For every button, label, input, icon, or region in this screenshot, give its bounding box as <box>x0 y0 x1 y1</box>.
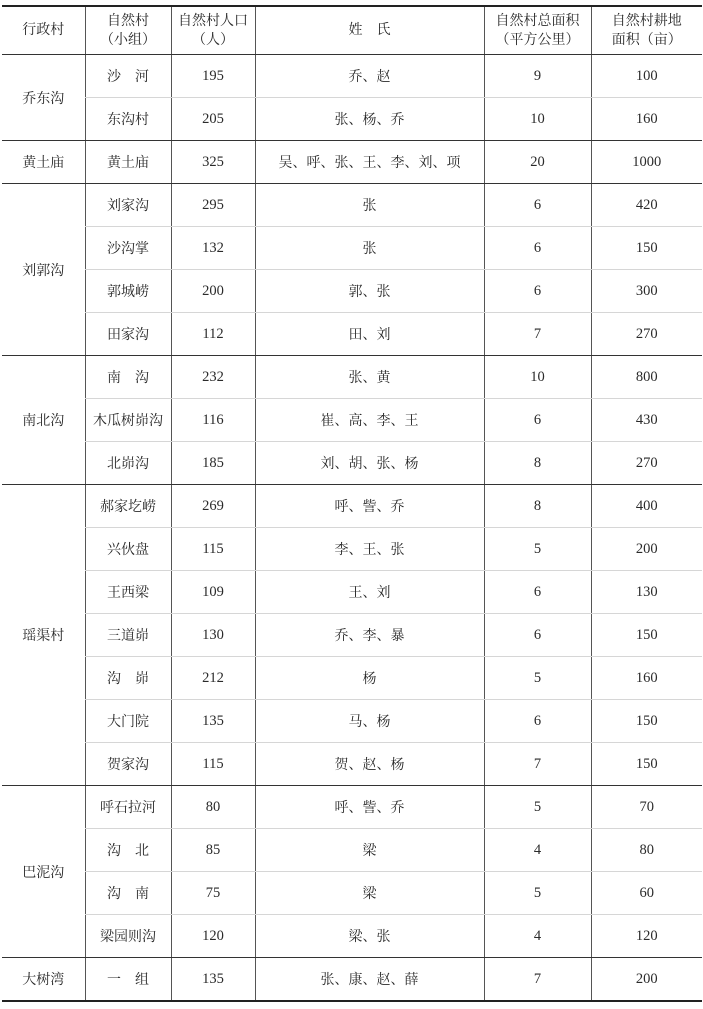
table-row <box>2 270 702 313</box>
table-row <box>2 141 702 184</box>
surnames-cell: 呼、訾、乔 <box>255 485 484 528</box>
admin-village-cell: 瑶渠村 <box>2 485 85 786</box>
table-row <box>2 227 702 270</box>
farmland-cell: 160 <box>591 657 702 700</box>
natural-village-cell: 郭城崂 <box>85 270 171 313</box>
area-cell: 6 <box>484 614 591 657</box>
population-cell: 85 <box>171 829 255 872</box>
table-body <box>2 55 702 1002</box>
admin-village-cell: 大树湾 <box>2 958 85 1002</box>
table-row <box>2 528 702 571</box>
natural-village-cell: 沟 北 <box>85 829 171 872</box>
farmland-cell: 420 <box>591 184 702 227</box>
table-row <box>2 356 702 399</box>
table-row <box>2 743 702 786</box>
table-row <box>2 98 702 141</box>
header-surnames: 姓 氏 <box>255 6 484 55</box>
area-cell: 6 <box>484 399 591 442</box>
table-row <box>2 958 702 1002</box>
surnames-cell: 张、杨、乔 <box>255 98 484 141</box>
surnames-cell: 张、康、赵、薛 <box>255 958 484 1002</box>
table-row <box>2 313 702 356</box>
area-cell: 9 <box>484 55 591 98</box>
natural-village-cell: 黄土庙 <box>85 141 171 184</box>
farmland-cell: 80 <box>591 829 702 872</box>
natural-village-cell: 田家沟 <box>85 313 171 356</box>
table-row <box>2 872 702 915</box>
population-cell: 115 <box>171 528 255 571</box>
table-row <box>2 184 702 227</box>
farmland-cell: 160 <box>591 98 702 141</box>
farmland-cell: 120 <box>591 915 702 958</box>
natural-village-cell: 沙 河 <box>85 55 171 98</box>
area-cell: 5 <box>484 786 591 829</box>
surnames-cell: 张 <box>255 184 484 227</box>
natural-village-cell: 沙沟掌 <box>85 227 171 270</box>
table-row <box>2 786 702 829</box>
header-total-area-line-2: （平方公里） <box>495 31 580 48</box>
area-cell: 4 <box>484 915 591 958</box>
natural-village-cell: 木瓜树峁沟 <box>85 399 171 442</box>
table-row <box>2 614 702 657</box>
natural-village-cell: 兴伙盘 <box>85 528 171 571</box>
area-cell: 6 <box>484 184 591 227</box>
surnames-cell: 贺、赵、杨 <box>255 743 484 786</box>
table-row <box>2 829 702 872</box>
population-cell: 295 <box>171 184 255 227</box>
farmland-cell: 130 <box>591 571 702 614</box>
admin-village-cell: 刘郭沟 <box>2 184 85 356</box>
farmland-cell: 1000 <box>591 141 702 184</box>
table-row <box>2 571 702 614</box>
natural-village-cell: 刘家沟 <box>85 184 171 227</box>
table-row <box>2 700 702 743</box>
table-row <box>2 399 702 442</box>
population-cell: 130 <box>171 614 255 657</box>
farmland-cell: 400 <box>591 485 702 528</box>
header-population-line-1: 自然村人口 <box>178 12 248 29</box>
area-cell: 7 <box>484 313 591 356</box>
natural-village-cell: 东沟村 <box>85 98 171 141</box>
area-cell: 10 <box>484 356 591 399</box>
population-cell: 132 <box>171 227 255 270</box>
farmland-cell: 270 <box>591 313 702 356</box>
farmland-cell: 270 <box>591 442 702 485</box>
area-cell: 6 <box>484 571 591 614</box>
farmland-cell: 430 <box>591 399 702 442</box>
population-cell: 212 <box>171 657 255 700</box>
header-population-line-2: （人） <box>192 31 234 48</box>
natural-village-cell: 三道峁 <box>85 614 171 657</box>
area-cell: 5 <box>484 872 591 915</box>
population-cell: 232 <box>171 356 255 399</box>
natural-village-cell: 北峁沟 <box>85 442 171 485</box>
farmland-cell: 200 <box>591 528 702 571</box>
population-cell: 205 <box>171 98 255 141</box>
area-cell: 6 <box>484 227 591 270</box>
area-cell: 6 <box>484 700 591 743</box>
surnames-cell: 崔、高、李、王 <box>255 399 484 442</box>
area-cell: 20 <box>484 141 591 184</box>
area-cell: 7 <box>484 958 591 1002</box>
farmland-cell: 150 <box>591 700 702 743</box>
natural-village-cell: 沟 峁 <box>85 657 171 700</box>
table-row <box>2 55 702 98</box>
surnames-cell: 王、刘 <box>255 571 484 614</box>
header-total-area-line-1: 自然村总面积 <box>495 12 580 29</box>
table-row <box>2 915 702 958</box>
farmland-cell: 150 <box>591 743 702 786</box>
farmland-cell: 800 <box>591 356 702 399</box>
admin-village-cell: 南北沟 <box>2 356 85 485</box>
surnames-cell: 郭、张 <box>255 270 484 313</box>
natural-village-cell: 梁园则沟 <box>85 915 171 958</box>
surnames-cell: 乔、李、暴 <box>255 614 484 657</box>
header-row <box>2 6 702 55</box>
admin-village-cell: 巴泥沟 <box>2 786 85 958</box>
farmland-cell: 200 <box>591 958 702 1002</box>
population-cell: 325 <box>171 141 255 184</box>
natural-village-cell: 沟 南 <box>85 872 171 915</box>
header-natural-village-line-2: （小组） <box>100 31 156 48</box>
header-farmland-line-1: 自然村耕地 <box>611 12 682 29</box>
area-cell: 7 <box>484 743 591 786</box>
population-cell: 135 <box>171 700 255 743</box>
header-natural-village <box>85 6 171 55</box>
table-row <box>2 485 702 528</box>
population-cell: 135 <box>171 958 255 1002</box>
surnames-cell: 吴、呼、张、王、李、刘、项 <box>255 141 484 184</box>
surnames-cell: 杨 <box>255 657 484 700</box>
surnames-cell: 张 <box>255 227 484 270</box>
population-cell: 185 <box>171 442 255 485</box>
natural-village-cell: 王西梁 <box>85 571 171 614</box>
natural-village-cell: 一 组 <box>85 958 171 1002</box>
population-cell: 112 <box>171 313 255 356</box>
surnames-cell: 梁 <box>255 829 484 872</box>
surnames-cell: 乔、赵 <box>255 55 484 98</box>
farmland-cell: 60 <box>591 872 702 915</box>
surnames-cell: 梁 <box>255 872 484 915</box>
village-table <box>2 5 702 1002</box>
area-cell: 6 <box>484 270 591 313</box>
header-farmland <box>591 6 702 55</box>
header-admin-village: 行政村 <box>2 6 85 55</box>
header-population <box>171 6 255 55</box>
header-total-area <box>484 6 591 55</box>
farmland-cell: 300 <box>591 270 702 313</box>
population-cell: 75 <box>171 872 255 915</box>
surnames-cell: 李、王、张 <box>255 528 484 571</box>
population-cell: 109 <box>171 571 255 614</box>
table-row <box>2 442 702 485</box>
table-row <box>2 657 702 700</box>
surnames-cell: 刘、胡、张、杨 <box>255 442 484 485</box>
population-cell: 195 <box>171 55 255 98</box>
natural-village-cell: 南 沟 <box>85 356 171 399</box>
surnames-cell: 呼、訾、乔 <box>255 786 484 829</box>
farmland-cell: 70 <box>591 786 702 829</box>
header-natural-village-line-1: 自然村 <box>107 12 149 29</box>
population-cell: 116 <box>171 399 255 442</box>
area-cell: 8 <box>484 442 591 485</box>
surnames-cell: 马、杨 <box>255 700 484 743</box>
farmland-cell: 150 <box>591 227 702 270</box>
population-cell: 120 <box>171 915 255 958</box>
area-cell: 5 <box>484 657 591 700</box>
surnames-cell: 田、刘 <box>255 313 484 356</box>
natural-village-cell: 呼石拉河 <box>85 786 171 829</box>
surnames-cell: 梁、张 <box>255 915 484 958</box>
area-cell: 10 <box>484 98 591 141</box>
admin-village-cell: 黄土庙 <box>2 141 85 184</box>
population-cell: 80 <box>171 786 255 829</box>
surnames-cell: 张、黄 <box>255 356 484 399</box>
natural-village-cell: 郝家圪崂 <box>85 485 171 528</box>
natural-village-cell: 贺家沟 <box>85 743 171 786</box>
farmland-cell: 100 <box>591 55 702 98</box>
area-cell: 4 <box>484 829 591 872</box>
area-cell: 5 <box>484 528 591 571</box>
admin-village-cell: 乔东沟 <box>2 55 85 141</box>
population-cell: 115 <box>171 743 255 786</box>
header-farmland-line-2: 面积（亩） <box>611 31 682 48</box>
population-cell: 269 <box>171 485 255 528</box>
farmland-cell: 150 <box>591 614 702 657</box>
natural-village-cell: 大门院 <box>85 700 171 743</box>
population-cell: 200 <box>171 270 255 313</box>
area-cell: 8 <box>484 485 591 528</box>
